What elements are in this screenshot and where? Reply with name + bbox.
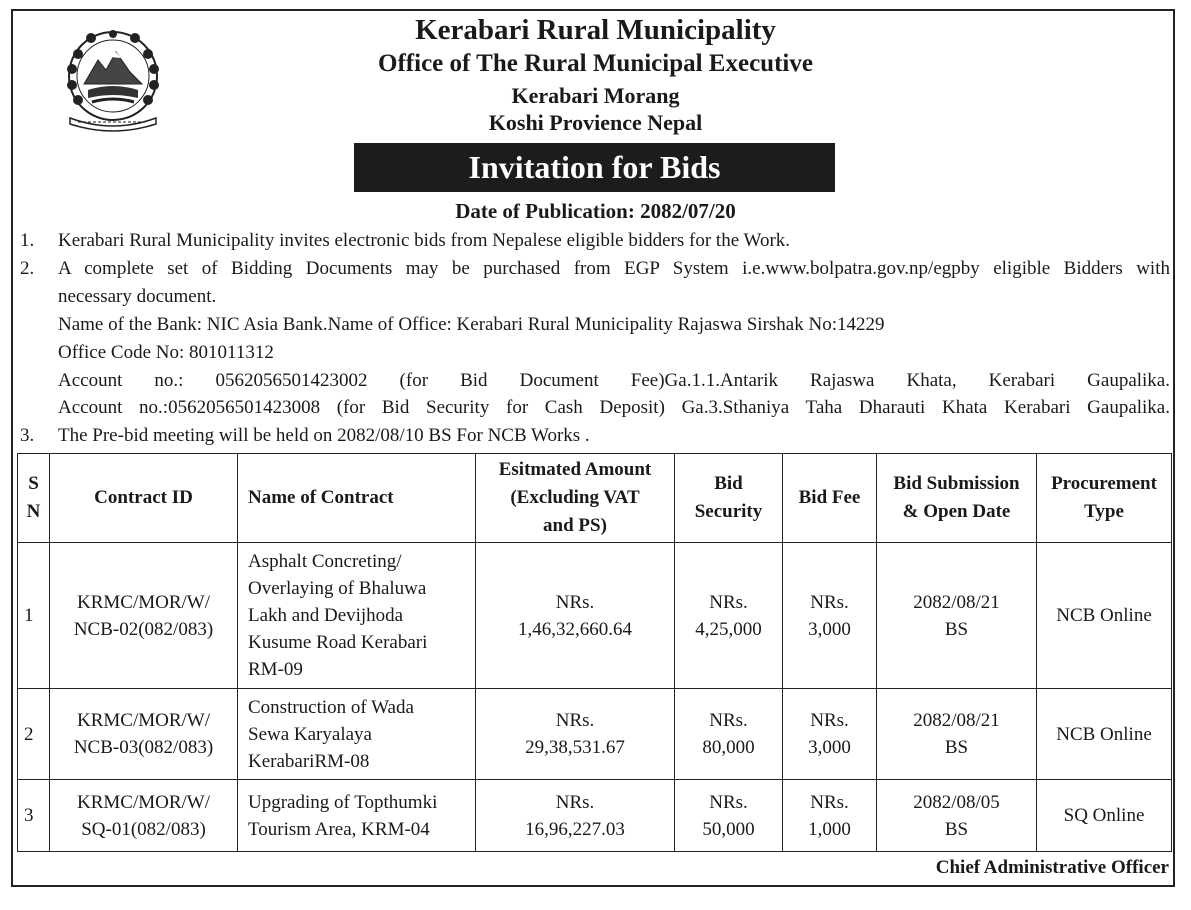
notice-title-banner: Invitation for Bids <box>354 143 835 192</box>
cell-bid-submission-date: 2082/08/21 BS <box>877 543 1037 689</box>
cell-name-of-contract: Upgrading of Topthumki Tourism Area, KRM-04 <box>238 780 476 852</box>
cell-procurement-type: NCB Online <box>1037 689 1172 780</box>
header-sn: S N <box>18 454 50 543</box>
cell-procurement-type: SQ Online <box>1037 780 1172 852</box>
office-location: Kerabari Morang <box>511 83 680 108</box>
cell-procurement-type: NCB Online <box>1037 543 1172 689</box>
cell-bid-fee: NRs. 1,000 <box>783 780 877 852</box>
account-bid-security: Account no.:0562056501423008 (for Bid Security for Cash Deposit) Ga.3.Sthaniya Taha Dharauti Khata Kerabari Gaupalika. <box>58 397 1170 418</box>
publication-date: Date of Publication: 2082/07/20 <box>455 199 736 223</box>
bank-details: Name of the Bank: NIC Asia Bank.Name of Office: Kerabari Rural Municipality Rajaswa Sirshak No:14229 <box>58 314 885 335</box>
cell-bid-fee: NRs. 3,000 <box>783 543 877 689</box>
account-bid-document-fee: Account no.: 0562056501423002 (for Bid Document Fee)Ga.1.1.Antarik Rajaswa Khata, Kerabari Gaupalika. <box>58 370 1170 391</box>
header-bid-submission: Bid Submission & Open Date <box>877 454 1037 543</box>
signatory-title: Chief Administrative Officer <box>935 857 1169 878</box>
cell-estimated-amount: NRs. 29,38,531.67 <box>476 689 675 780</box>
header-name-of-contract: Name of Contract <box>238 454 476 543</box>
item-number: 1. <box>20 230 35 251</box>
cell-bid-security: NRs. 80,000 <box>675 689 783 780</box>
cell-contract-id: KRMC/MOR/W/ SQ-01(082/083) <box>50 780 238 852</box>
cell-bid-security: NRs. 50,000 <box>675 780 783 852</box>
cell-bid-security: NRs. 4,25,000 <box>675 543 783 689</box>
cell-bid-fee: NRs. 3,000 <box>783 689 877 780</box>
item-number: 2. <box>20 258 35 279</box>
bids-table <box>17 453 1172 852</box>
cell-bid-submission-date: 2082/08/21 BS <box>877 689 1037 780</box>
province-country: Koshi Provience Nepal <box>488 110 703 135</box>
item-text: The Pre-bid meeting will be held on 2082/08/10 BS For NCB Works . <box>58 425 590 446</box>
cell-sn: 2 <box>18 689 50 780</box>
header-procurement-type: Procurement Type <box>1037 454 1172 543</box>
header-contract-id: Contract ID <box>50 454 238 543</box>
office-name: Office of The Rural Municipal Executive <box>378 50 813 77</box>
header-bid-security: Bid Security <box>675 454 783 543</box>
cell-contract-id: KRMC/MOR/W/ NCB-02(082/083) <box>50 543 238 689</box>
cell-sn: 3 <box>18 780 50 852</box>
header-bid-fee: Bid Fee <box>783 454 877 543</box>
office-code: Office Code No: 801011312 <box>58 342 274 363</box>
cell-estimated-amount: NRs. 1,46,32,660.64 <box>476 543 675 689</box>
item-text: Kerabari Rural Municipality invites electronic bids from Nepalese eligible bidders for the Work. <box>58 230 791 251</box>
table-header-row <box>18 454 1172 543</box>
header-estimated-amount: Esitmated Amount (Excluding VAT and PS) <box>476 454 675 543</box>
item-text-continued: necessary document. <box>58 286 217 307</box>
cell-sn: 1 <box>18 543 50 689</box>
cell-bid-submission-date: 2082/08/05 BS <box>877 780 1037 852</box>
item-number: 3. <box>20 425 35 446</box>
table-row <box>18 689 1172 780</box>
item-text: A complete set of Bidding Documents may be purchased from EGP System i.e.www.bolpatra.gov.np/egpby eligible Bidders with <box>58 258 1170 279</box>
cell-name-of-contract: Asphalt Concreting/ Overlaying of Bhaluwa Lakh and Devijhoda Kusume Road Kerabari RM-09 <box>238 543 476 689</box>
cell-name-of-contract: Construction of Wada Sewa Karyalaya KerabariRM-08 <box>238 689 476 780</box>
cell-estimated-amount: NRs. 16,96,227.03 <box>476 780 675 852</box>
cell-contract-id: KRMC/MOR/W/ NCB-03(082/083) <box>50 689 238 780</box>
municipality-name: Kerabari Rural Municipality <box>415 14 776 46</box>
table-row <box>18 780 1172 852</box>
table-row <box>18 543 1172 689</box>
